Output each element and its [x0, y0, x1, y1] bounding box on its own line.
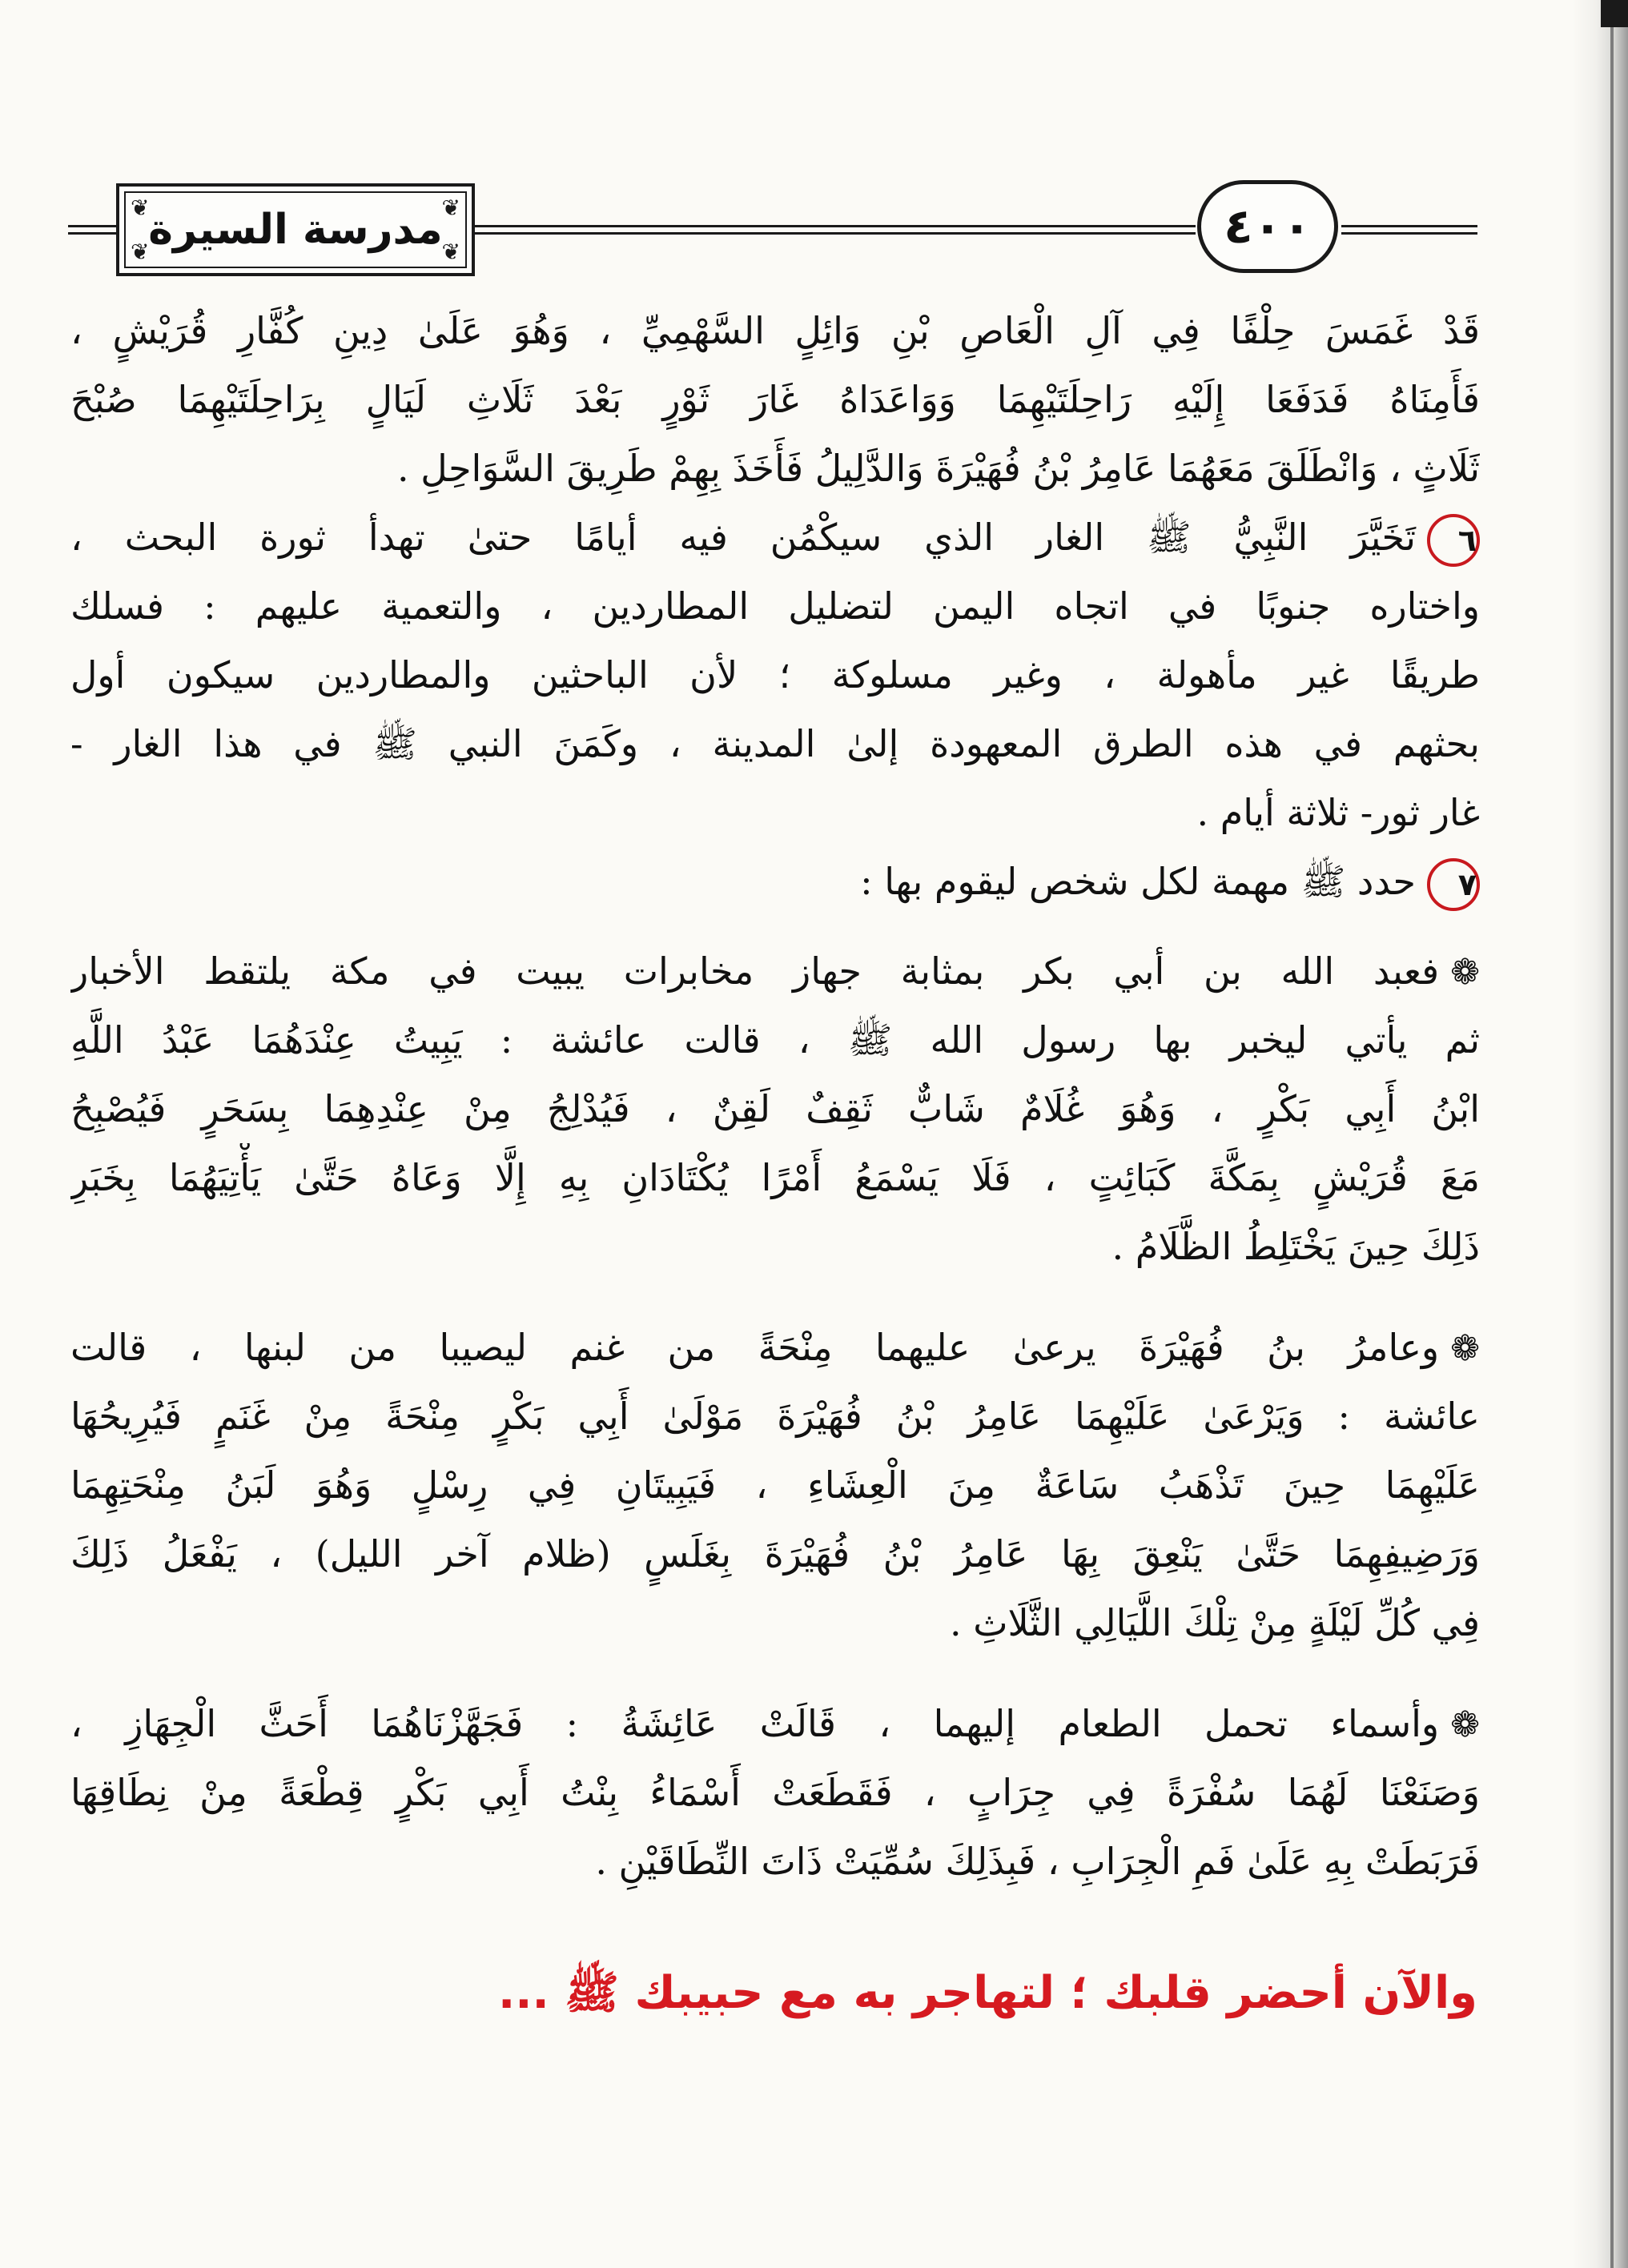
header-rule-right [1341, 225, 1477, 235]
text-line: عائشة : وَيَرْعَىٰ عَلَيْهِمَا عَامِرُ بْنُ فُهَيْرَةَ مَوْلَىٰ أَبِي بَكْرٍ مِنْحَةً مِنْ غَنَمٍ فَيُرِيحُهَا [70, 1395, 1480, 1438]
point-number-circle: ٧ [1427, 858, 1480, 911]
ornament-icon: ❦ [441, 239, 460, 265]
text-line: غار ثور- ثلاثة أيام . [1196, 791, 1480, 834]
text-line: ذَلِكَ حِينَ يَخْتَلِطُ الظَّلَامُ . [1111, 1225, 1480, 1268]
text-line: وَرَضِيفِهِمَا حَتَّىٰ يَنْعِقَ بِهَا عَامِرُ بْنُ فُهَيْرَةَ بِغَلَسٍ (ظلام آخر الليل) ، يَفْعَلُ ذَلِكَ [70, 1532, 1480, 1576]
text-line: ثَلَاثٍ ، وَانْطَلَقَ مَعَهُمَا عَامِرُ بْنُ فُهَيْرَةَ وَالدَّلِيلُ فَأَخَذَ بِهِمْ طَرِيقَ السَّوَاحِلِ . [396, 447, 1480, 490]
text-line: مَعَ قُرَيْشٍ بِمَكَّةَ كَبَائِتٍ ، فَلَا يَسْمَعُ أَمْرًا يُكْتَادَانِ بِهِ إِلَّا وَعَاهُ حَتَّىٰ يَأْتِيَهُمَا بِخَبَرِ [70, 1156, 1480, 1199]
text-line: فَرَبَطَتْ بِهِ عَلَىٰ فَمِ الْجِرَابِ ، فَبِذَلِكَ سُمِّيَتْ ذَاتَ النِّطَاقَيْنِ . [595, 1840, 1480, 1883]
text-line: عَلَيْهِمَا حِينَ تَذْهَبُ سَاعَةٌ مِنَ الْعِشَاءِ ، فَيَبِيتَانِ فِي رِسْلٍ وَهُوَ لَبَنُ مِنْحَتِهِمَا [70, 1463, 1480, 1507]
corner-mark [1601, 0, 1628, 27]
text-line: واختاره جنوبًا في اتجاه اليمن لتضليل المطاردين ، والتعمية عليهم : فسلك [70, 584, 1480, 628]
header-rule-left [68, 225, 116, 235]
text-line: تَخَيَّرَ النَّبِيُّ ﷺ الغار الذي سيكْمُن فيه أيامًا حتىٰ تهدأ ثورة البحث ، [70, 516, 1416, 559]
page-binding-shadow [1572, 0, 1628, 2268]
page-header [68, 180, 1477, 284]
text-line: بحثهم في هذه الطرق المعهودة إلىٰ المدينة ، وكَمَنَ النبي ﷺ في هذا الغار - [70, 722, 1480, 765]
ornament-icon: ❦ [131, 195, 150, 221]
spacer [70, 1657, 1480, 1689]
page-number: ٤٠٠ [1224, 199, 1312, 255]
closing-call-to-action: والآن أحضر قلبك ؛ لتهاجر به مع حبيبك ﷺ ... [497, 1967, 1477, 2019]
page-number-badge [1197, 180, 1338, 273]
header-title-box [116, 183, 475, 276]
flower-bullet-icon: ❁ [1450, 1328, 1480, 1369]
text-line: فَأَمِنَاهُ فَدَفَعَا إِلَيْهِ رَاحِلَتَيْهِمَا وَوَاعَدَاهُ غَارَ ثَوْرٍ بَعْدَ ثَلَاثِ لَيَالٍ بِرَاحِلَتَيْهِمَا صُبْحَ [70, 378, 1480, 421]
header-rule-middle [475, 225, 1196, 235]
text-line: طريقًا غير مأهولة ، وغير مسلوكة ؛ لأن الباحثين والمطاردين سيكون أول [70, 653, 1480, 696]
bullet-item-2 [70, 1313, 1480, 1382]
numbered-point-7 [70, 847, 1480, 916]
point-number-circle: ٦ [1427, 514, 1480, 567]
text-line: ثم يأتي ليخبر بها رسول الله ﷺ ، قالت عائشة : يَبِيتُ عِنْدَهُمَا عَبْدُ اللَّهِ [70, 1018, 1480, 1062]
text-line: فعبد الله بن أبي بكر بمثابة جهاز مخابرات يبيت في مكة يلتقط الأخبار [70, 949, 1440, 993]
page-body [70, 296, 1480, 1896]
text-line: قَدْ غَمَسَ حِلْفًا فِي آلِ الْعَاصِ بْنِ وَائِلٍ السَّهْمِيِّ ، وَهُوَ عَلَىٰ دِينِ كُفَّارِ قُرَيْشٍ ، [70, 309, 1480, 352]
flower-bullet-icon: ❁ [1450, 1704, 1480, 1745]
text-line: فِي كُلِّ لَيْلَةٍ مِنْ تِلْكَ اللَّيَالِي الثَّلَاثِ . [950, 1601, 1480, 1644]
bullet-item-3 [70, 1689, 1480, 1758]
flower-bullet-icon: ❁ [1450, 952, 1480, 993]
text-line: ابْنُ أَبِي بَكْرٍ ، وَهُوَ غُلَامٌ شَابٌّ ثَقِفٌ لَقِنٌ ، فَيُدْلِجُ مِنْ عِنْدِهِمَا بِسَحَرٍ فَيُصْبِحُ [70, 1087, 1480, 1130]
numbered-point-6 [70, 503, 1480, 572]
book-title: مدرسة السيرة [148, 206, 443, 254]
ornament-icon: ❦ [131, 239, 150, 265]
text-line: وعامرُ بنُ فُهَيْرَةَ يرعىٰ عليهما مِنْحَةً من غنم ليصيبا من لبنها ، قالت [70, 1326, 1440, 1369]
bullet-item-1 [70, 937, 1480, 1006]
text-line: حدد ﷺ مهمة لكل شخص ليقوم بها : [860, 860, 1416, 903]
spacer [70, 916, 1480, 937]
binding-line [1610, 0, 1614, 2268]
text-line: وأسماء تحمل الطعام إليهما ، قَالَتْ عَائِشَةُ : فَجَهَّزْنَاهُمَا أَحَثَّ الْجِهَازِ ، [70, 1702, 1440, 1745]
spacer [70, 1281, 1480, 1313]
ornament-icon: ❦ [441, 195, 460, 221]
text-line: وَصَنَعْنَا لَهُمَا سُفْرَةً فِي جِرَابٍ ، فَقَطَعَتْ أَسْمَاءُ بِنْتُ أَبِي بَكْرٍ قِطْعَةً مِنْ نِطَاقِهَا [70, 1771, 1480, 1814]
